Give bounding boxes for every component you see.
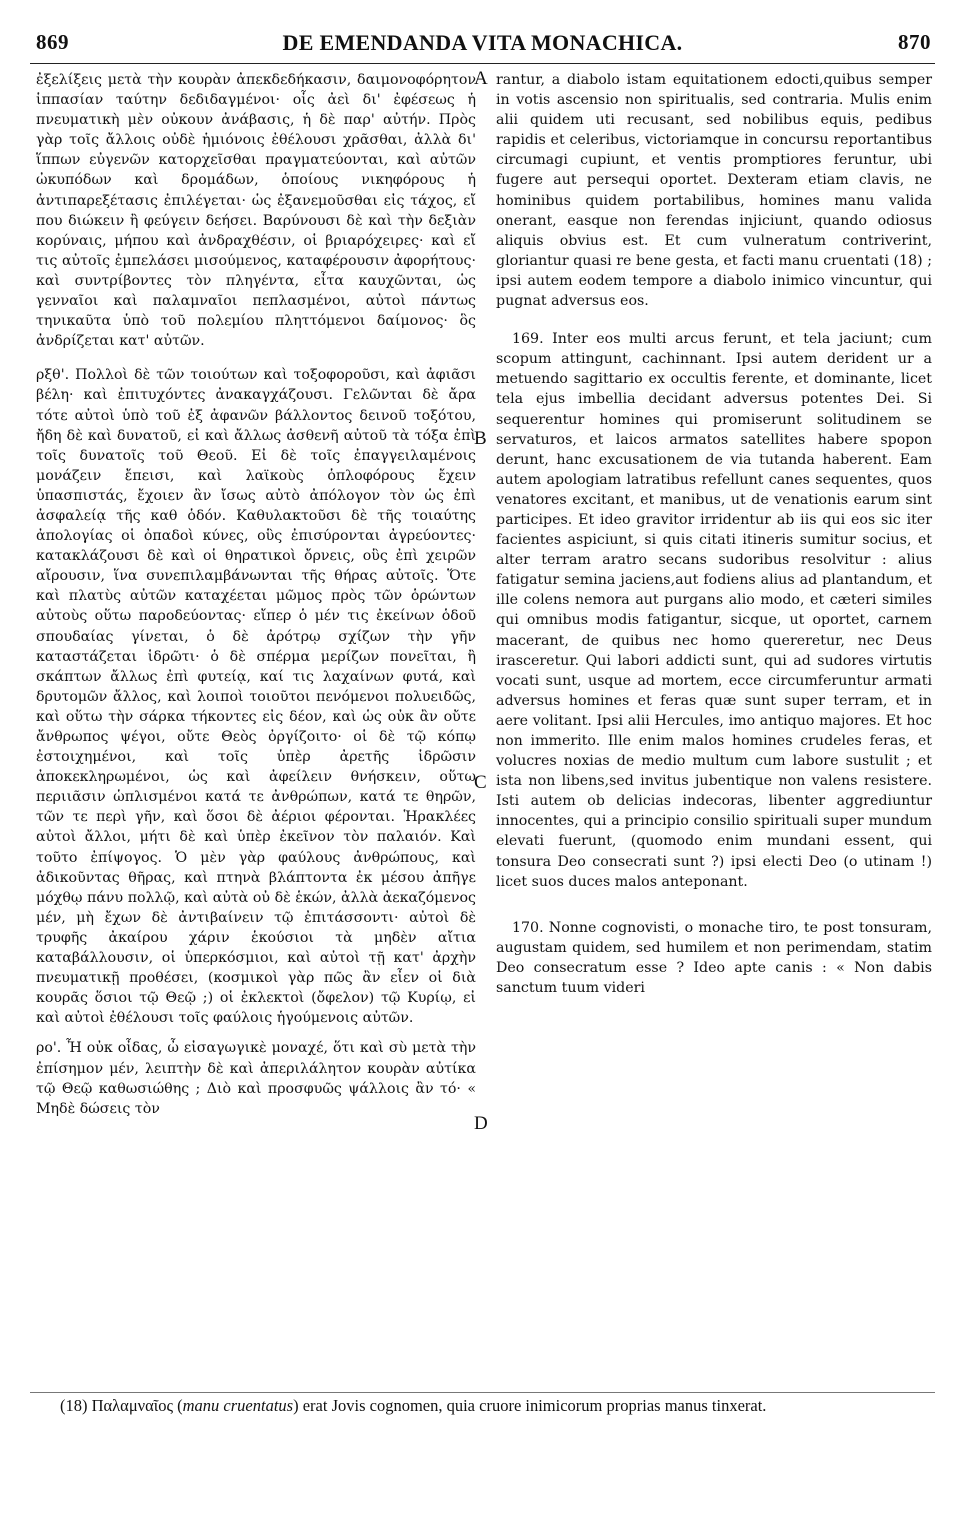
footnote-number: (18) <box>60 1396 92 1415</box>
footnote-italic: manu cruentatus <box>182 1396 294 1415</box>
margin-marker-b: B <box>474 428 487 449</box>
page-number-right: 870 <box>898 30 931 54</box>
footnote-text: ) erat Jovis cognomen, quia cruore inimicorum proprias manus tinxerat. <box>293 1396 767 1415</box>
running-title: DE EMENDANDA VITA MONACHICA. <box>282 30 683 55</box>
greek-column <box>36 70 476 1119</box>
latin-paragraph: 169. Inter eos multi arcus ferunt, et tela jaciunt; cum scopum attingunt, cachinnant. Ipsi autem derident ur a metuendo sagittario ex occultis ferente, et dominante, licet tela ejus imbellia decidant adversus potentes Dei. Si sequerentur homines qui promiserunt solitudinem se servaturos, et laicos armatos satellites habere spopon derunt, hanc excusationem de via tutanda haberent. Eam autem apologiam latratibus refellunt canes sequentes, quos venatores excitant, et manibus, ut de venationis earum sint participes. Et ideo gravitor irridentur ab iis qui eos sic iter facientes aspiciunt, si quis citati itineris sumitur socius, et alter terram aratro secans sudoribus resolvitur : alius fatigatur semina jaciens,aut fodiens alius ad plantandum, et ille colens nemora aut purgans alio modo, et cæteri similes qui omnibus modis fatigantur, sicque, ut oportet, carnem macerant, de quibus nec homo quereretur, nec Deus irasceretur. Qui labori addicti sunt, qui ad sudores virtutis vocati sunt, usque ad mortem, ecce circumferuntur armati adversus homines et feras quæ sunt super terram, et in aere volitant. Ipsi alii Hercules, imo antiquo majores. Et hoc non immerito. Ille enim malos homines crudeles feras, et volucres noxias de medio multum cum labore sustulit ; et ista non libens,sed invitus jubentique non valens resistere. Isti autem ob delicias indecoras, libenter aggrediuntur innocentes, qui a principio consilio spirituali super mundum elevati fuerunt, (quomodo enim mundani essent, qui tonsura Deo consecrati sunt ?) ipsi electi Deo (o utinam !) licet suos duces malos anteponant. <box>496 331 932 890</box>
footnote-rule <box>30 1392 935 1393</box>
margin-marker-c: C <box>474 772 487 793</box>
margin-marker-d: D <box>474 1113 488 1134</box>
greek-paragraph: ρο'. Ἦ οὐκ οἶδας, ὦ εἰσαγωγικὲ μοναχέ, ὅτι καὶ σὺ μετὰ τὴν ἐπίσημον μέν, λειπτὴν δὲ καὶ ἀπεριλάλητον κουρὰν αὐτίκα τῷ Θεῷ καθωσιώθης ; Διὸ καὶ προσφυῶς ψάλλοις ἂν τό· « Μηδὲ δώσεις τὸν <box>36 1040 476 1117</box>
greek-paragraph: ρξθ'. Πολλοὶ δὲ τῶν τοιούτων καὶ τοξοφοροῦσι, καὶ ἀφιᾶσι βέλη· καὶ ἐπιτυχόντες ἀνακαγχάζουσι. Γελῶνται δὲ ἄρα τότε αὐτοὶ ὑπὸ τοῦ ἐξ ἀφανῶν βάλλοντος δεινοῦ τοξότου, ἤδη δὲ καὶ δυνατοῦ, εἰ καὶ ἄλλως ἀσθενῆ αὐτοῦ τὰ τόξα ἐπὶ τοῖς δυνατοῖς τοῦ Θεοῦ. Εἰ δὲ τοῖς ἐπαγγειλαμένοις μονάζειν ἔπεισι, καὶ λαϊκοὺς ὁπλοφόρους ἔχειν ὑπασπιστάς, ἔχοιεν ἂν ἴσως αὐτὸ ἀπόλογον τὸν ὡς ἐπὶ ἀσφαλείᾳ τῆς καθ ὁδόν. Καθυλακτοῦσι δὲ τῆς τοιαύτης ἀπολογίας οἱ ὀπαδοὶ κύνες, οὓς ἐπισύρονται ἀγρεύοντες· κατακλάζουσι δὲ καὶ οἱ θηρατικοὶ ὄρνεις, οὓς ἐπὶ χειρῶν αἴρουσιν, ἵνα συνεπιλαμβάνωνται τῆς θήρας αὐτοῖς. Ὅτε καὶ πλατὺς αὐτῶν καταχέεται μῶμος πρὸς τῶν ὁρώντων αὐτοὺς οὕτω παροδεύοντας· εἴπερ ὁ μέν τις ἐκείνων ὁδοῦ σπουδαίας γίνεται, ὁ δὲ ἀρότρῳ σχίζων τὴν γῆν καταστάζεται ἱδρῶτι· ὁ δὲ σπέρμα μερίζων πονεῖται, ἢ σκάπτων ἄλλως ἐπὶ φυτείᾳ, καί τις λαχαίνων φυτά, καὶ δρυτομῶν ἄλλος, καὶ λοιποὶ τοιοῦτοι πενόμενοι πολυειδῶς, καὶ οὕτω τὴν σάρκα τήκοντες εἰς δέον, καὶ ὡς οὐκ ἂν οὔτε ἄνθρωπος ψέγοι, οὔτε Θεὸς ὀργίζοιτο· οἱ δὲ τῷ κόπῳ ἐστοιχημένοι, καὶ τοῖς ὑπὲρ ἀρετῆς ἱδρῶσιν ἀποκεκληρωμένοι, ὡς καὶ ἀφείλειν θνήσκειν, οὕτω περιιᾶσιν ὡπλισμένοι κατά τε ἀνθρώπων, κατά τε θηρῶν, τῶν τε περὶ γῆν, καὶ ὅσοι δὲ ἀέριοι φέρονται. Ἡρακλέες αὐτοὶ ἄλλοι, μήτι δὲ καὶ ὑπὲρ ἐκεῖνον τὸν παλαιόν. Καὶ τοῦτο ἐπίψογος. Ὁ μὲν γὰρ φαύλους ἀνθρώπους, καὶ ἀδικοῦντας θῆρας, καὶ πτηνὰ βλάπτοντα ἐκ μέσου ἀπῆγε μόχθῳ πάνυ πολλῷ, καὶ αὐτὰ οὐ δὲ ἑκών, ἀλλὰ ἀεκαζόμενος μέν, μὴ ἔχων δὲ ἀντιβαίνειν τῷ ἐπιτάσσοντι· αὐτοὶ δὲ τρυφῆς ἀκαίρου χάριν ἑκούσιοι τὰ μηδὲν αἴτια καταβάλλουσιν, οἱ ὑπερκόσμιοι, καὶ αὐτοὶ τῇ κατ' ἀρχὴν πνευματικῇ προθέσει, (κοσμικοὶ γὰρ πῶς ἂν εἶεν οἱ διὰ κουρᾶς ὅσιοι τῷ Θεῷ ;) οἱ ἐκλεκτοὶ (ὄφελον) τῷ Κυρίῳ, εἰ καὶ αὐτοὶ ἐθέλουσι τοῖς φαύλοις ἡγούμενοις αὐτῶν. <box>36 367 476 1027</box>
latin-paragraph: rantur, a diabolo istam equitationem edocti,quibus semper in votis ascensio non spiritualis, sed contraria. Mulis enim alii quidem uti recusant, sed nobilibus equis, pedibus rapidis et celeribus, victoriamque in concursu reportantibus circumagi cupiunt, et ventis promptiores feruntur, ubi fugere aut persequi oportet. Dexteram etiam clavis, ne hominibus quidem portabilibus, homines manu valida onerant, easque non ferendas injiciunt, quando odiosus aliquis obvius est. Et cum vulneratum contriverint, gloriantur quasi re bene gesta, et facti manu cruentati (18) ; ipsi autem eodem tempore a diabolo inimico vincuntur, qui pugnat adversus eos. <box>496 72 932 310</box>
footnote-open-paren: ( <box>173 1396 183 1415</box>
page-header <box>22 30 943 64</box>
latin-paragraph: 170. Nonne cognovisti, o monache tiro, te post tonsuram, augustam quidem, sed humilem et non perimendam, statim Deo consecratum esse ? Ideo apte canis : « Non dabis sanctum tuum videri <box>496 919 932 997</box>
page-number-left: 869 <box>36 30 69 54</box>
margin-marker-a: A <box>474 68 488 89</box>
latin-column <box>496 70 932 998</box>
footnote-greek-word: Παλαμναῖος <box>91 1396 174 1415</box>
greek-paragraph: ἐξελίξεις μετὰ τὴν κουρὰν ἀπεκδεδήκασιν, δαιμονοφόρητον ἱππασίαν ταύτην δεδιδαγμένοι· οἷς ἀεὶ δι' ἐφέσεως ἡ πνευματικὴ μὲν οὐκουν ἀνάβασις, ἡ δὲ παρ' αὐτήν. Πρὸς γὰρ τοῖς ἄλλοις οὐδὲ ἡμιόνοις ἐθέλουσι χρᾶσθαι, ἀλλὰ δι' ἵππων εὐγενῶν κατορχεῖσθαι πραγματεύονται, καὶ αὐτῶν ὠκυπόδων καὶ δρομάδων, ὁποίους νικηφόρους ἡ ἀντιπαρεξέτασις ἐπιλέγεται· ὡς ἐξανεμοῦσθαι εἰς τάχος, εἴ που διώκειν ἢ φεύγειν δεήσει. Βαρύνουσι δὲ καὶ τὴν δεξιὰν κορύναις, μήπου καὶ ἀνδραχθέσιν, οἱ βριαρόχειρες· καὶ εἴ τις αὐτοῖς ἐμπελάσει μισούμενος, καταφέρουσιν ἀφορήτους· καὶ συντρίβοντες τὸν πληγέντα, εἶτα καυχῶνται, ὡς γενναῖοι καὶ παλαμναῖοι πεπλασμένοι, αὐτοὶ πάντως τηνικαῦτα ὑπὸ τοῦ πολεμίου πληττόμενοι δαίμονος· ὃς ἀνδρίζεται κατ' αὐτῶν. <box>36 72 476 350</box>
header-rule <box>30 63 935 64</box>
footnote <box>60 1396 931 1416</box>
